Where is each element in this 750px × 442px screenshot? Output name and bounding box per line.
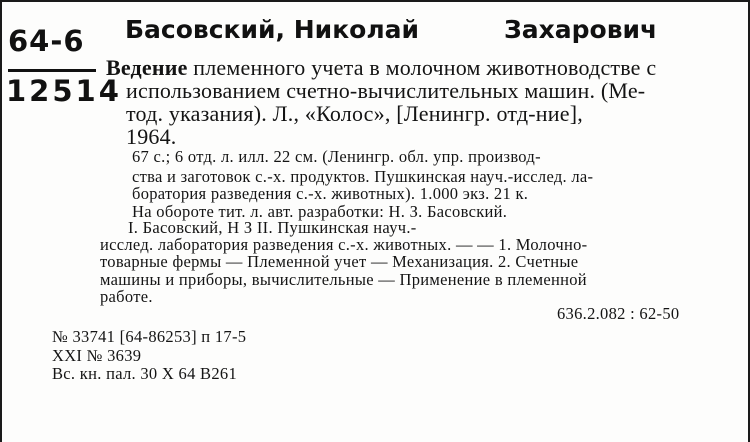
physical-description: 67 с.; 6 отд. л. илл. 22 см. (Ленингр. обл. упр. производ- — [132, 147, 541, 166]
series-number: XXI № 3639 — [52, 346, 142, 365]
call-number: 64-6 — [8, 24, 85, 58]
order-number: № 33741 [64-86253] п 17-5 — [52, 327, 247, 346]
handwritten-author-name: Басовский, Николай — [125, 15, 420, 44]
handwritten-author-patronymic: Захарович — [504, 15, 658, 44]
tracing-line-5: работе. — [100, 287, 153, 306]
tracing-line-3: товарные фермы — Племенной учет — Механизация. 2. Счетные — [100, 252, 579, 271]
book-chamber-record: Вс. кн. пал. 30 X 64 B261 — [52, 364, 238, 383]
publication-year: 1964. — [126, 124, 177, 149]
classification-number: 636.2.082 : 62-50 — [557, 304, 680, 323]
tracing-line-2: исслед. лаборатория разведения с.-х. животных. — — 1. Молочно- — [100, 235, 588, 254]
title-word: Ведение — [106, 55, 188, 80]
tracing-line-4: машины и приборы, вычислительные — Применение в племенной — [100, 270, 587, 289]
series-note-line-1: ства и заготовок с.-х. продуктов. Пушкинская науч.-исслед. ла- — [132, 167, 594, 186]
title-statement-line-1-rest: племенного учета в молочном животноводстве с — [187, 55, 657, 80]
tracing-line-1: I. Басовский, Н З II. Пушкинская науч.- — [128, 218, 417, 237]
accession-number: 12514 — [6, 74, 122, 108]
back-of-title-note: На обороте тит. л. авт. разработки: Н. З. Басовский. — [132, 202, 508, 221]
title-statement-line-3: тод. указания). Л., «Колос», [Ленингр. отд-ние], — [126, 101, 583, 126]
title-statement-line-2: использованием счетно-вычислительных машин. (Ме- — [126, 78, 646, 103]
series-note-line-2: боратория разведения с.-х. животных). 1.000 экз. 21 к. — [132, 184, 529, 203]
call-number-divider — [8, 69, 96, 72]
